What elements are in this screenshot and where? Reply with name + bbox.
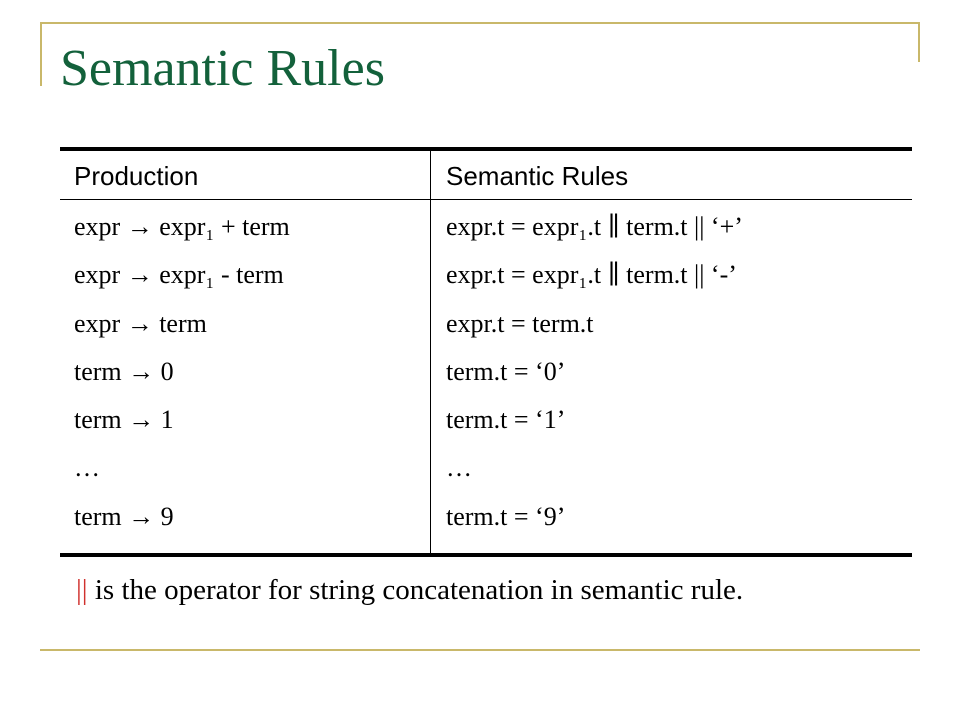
semantic-rules-table: [60, 147, 912, 557]
production-row: term → 9: [74, 501, 174, 531]
header-semantic-rules: Semantic Rules: [446, 161, 629, 191]
production-row: term → 0: [74, 356, 174, 386]
production-row: term → 1: [74, 405, 174, 435]
frame-bottom-line: [40, 649, 920, 651]
rules-column: [446, 209, 743, 547]
frame-left-line: [40, 22, 42, 86]
production-column: [74, 209, 290, 547]
slide-title: Semantic Rules: [60, 40, 385, 97]
rule-row: expr.t = expr₁.t ∥ term.t || ‘-’: [446, 260, 737, 290]
rule-row: term.t = ‘0’: [446, 356, 566, 386]
rule-row: expr.t = term.t: [446, 308, 594, 338]
production-row: expr → expr₁ + term: [74, 212, 290, 241]
frame-right-line: [918, 22, 920, 62]
concat-operator: ||: [76, 574, 88, 606]
rule-row: …: [446, 453, 472, 483]
production-row: expr → term: [74, 308, 207, 338]
production-row: …: [74, 453, 100, 483]
table-bottom-rule: [60, 553, 912, 557]
frame-top-line: [40, 22, 920, 24]
header-production: Production: [74, 161, 199, 191]
rule-row: expr.t = expr₁.t ∥ term.t || ‘+’: [446, 212, 743, 241]
footnote-text: is the operator for string concatenation in semantic rule.: [87, 574, 744, 606]
table-column-separator: [430, 147, 431, 557]
rule-row: term.t = ‘1’: [446, 405, 566, 435]
table-header-rule: [60, 199, 912, 200]
rule-row: term.t = ‘9’: [446, 501, 566, 531]
footnote: [76, 570, 743, 610]
production-row: expr → expr₁ - term: [74, 260, 284, 290]
table-top-rule: [60, 147, 912, 151]
